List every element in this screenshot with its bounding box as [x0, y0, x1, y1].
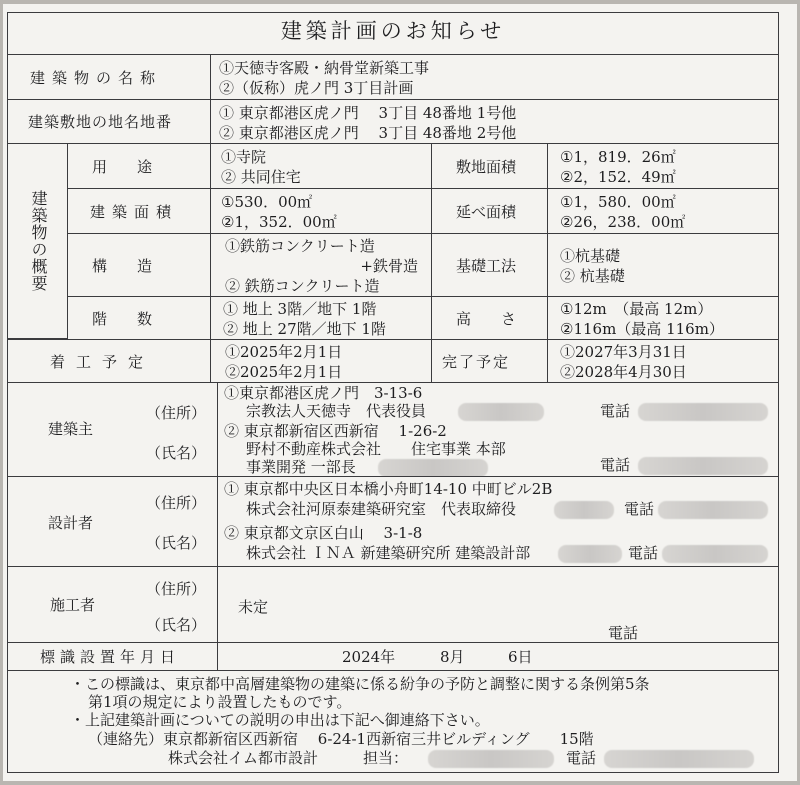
title-row	[7, 12, 779, 56]
building-area-value-2: ②1，352．00㎡	[221, 213, 337, 231]
floors-value-2: ② 地上 27階／地下 1階	[223, 320, 386, 338]
posted-value-cell	[217, 642, 779, 672]
foundation-value-2: ② 杭基礎	[560, 267, 625, 285]
start-label-cell	[7, 339, 212, 384]
redacted-block	[428, 750, 554, 768]
owner-label: 建築主	[48, 420, 94, 438]
structure-value-1: ①鉄筋コンクリート造	[225, 237, 375, 255]
start-value-1: ①2025年2月1日	[225, 343, 343, 361]
contractor-tel: 電話	[608, 624, 639, 642]
use-value-2: ② 共同住宅	[221, 168, 301, 186]
designer-tel-2: 電話	[628, 544, 659, 562]
note-line-2: 第1項の規定により設置したものです。	[88, 693, 352, 711]
owner-value-cell	[217, 382, 779, 478]
note-line-3: ・上記建築計画についての説明の申出は下記へ御連絡下さい。	[70, 711, 490, 729]
posted-month: 8月	[440, 648, 465, 666]
use-value-cell	[210, 143, 433, 190]
floors-value-1: ① 地上 3階／地下 1階	[223, 300, 377, 318]
owner-line-1: ①東京都港区虎ノ門 3-13-6	[224, 384, 423, 402]
owner-tel-1: 電話	[600, 402, 631, 420]
contractor-addr-label: （住所）	[146, 580, 207, 598]
contractor-label-cell	[7, 566, 219, 644]
floors-label-cell	[67, 296, 212, 341]
owner-addr-label: （住所）	[146, 404, 207, 422]
designer-label: 設計者	[48, 514, 94, 532]
contractor-value: 未定	[238, 598, 269, 616]
redacted-block	[554, 501, 614, 519]
notice-board	[3, 4, 797, 781]
designer-addr-label: （住所）	[146, 494, 207, 512]
building-area-label: 建築面積	[90, 203, 179, 221]
overview-label-cell	[7, 143, 69, 339]
name-label-cell	[7, 54, 212, 101]
redacted-block	[604, 750, 754, 768]
foundation-label: 基礎工法	[456, 257, 517, 275]
address-label-cell	[7, 99, 212, 145]
finish-value-2: ②2028年4月30日	[560, 363, 687, 381]
designer-line-3: ② 東京都文京区白山 3-1-8	[224, 524, 423, 542]
address-label: 建築敷地の地名地番	[28, 113, 173, 131]
redacted-block	[638, 457, 768, 475]
floor-area-value-cell	[547, 188, 779, 235]
structure-value-cell	[210, 233, 433, 298]
redacted-block	[458, 403, 544, 421]
name-value-1: ①天徳寺客殿・納骨堂新築工事	[219, 59, 430, 77]
page-title: 建築計画のお知らせ	[280, 19, 506, 43]
note-line-4: （連絡先）東京都新宿区西新宿 6-24-1西新宿三井ビルディング 15階	[88, 730, 594, 748]
foundation-value-1: ①杭基礎	[560, 247, 621, 265]
owner-line-4: 野村不動産株式会社 住宅事業 本部	[246, 440, 506, 458]
structure-value-3: ② 鉄筋コンクリート造	[225, 277, 380, 295]
start-value-2: ②2025年2月1日	[225, 363, 343, 381]
note-tel: 電話	[566, 749, 597, 767]
use-label: 用途	[92, 158, 183, 176]
designer-line-2: 株式会社河原泰建築研究室 代表取締役	[246, 500, 517, 518]
name-value-cell	[210, 54, 779, 101]
building-area-value-cell	[210, 188, 433, 235]
floors-label: 階数	[92, 310, 183, 328]
designer-tel-1: 電話	[624, 500, 655, 518]
finish-value-cell	[547, 339, 779, 384]
owner-tel-2: 電話	[600, 456, 631, 474]
finish-value-1: ①2027年3月31日	[560, 343, 687, 361]
contractor-name-label: （氏名）	[146, 616, 207, 634]
site-area-value-1: ①1，819．26㎡	[560, 148, 676, 166]
site-area-value-cell	[547, 143, 779, 190]
note-line-5: 株式会社イム都市設計 担当：	[168, 749, 409, 767]
owner-label-cell	[7, 382, 219, 478]
notes-cell	[7, 670, 779, 773]
owner-name-label: （氏名）	[146, 444, 207, 462]
designer-value-cell	[217, 476, 779, 568]
height-value-2: ②116m（最高 116m）	[560, 320, 724, 338]
height-value-cell	[547, 296, 779, 341]
posted-label: 標識設置年月日	[40, 648, 181, 666]
owner-line-5: 事業開発 一部長	[246, 458, 356, 476]
designer-label-cell	[7, 476, 219, 568]
redacted-block	[638, 403, 768, 421]
redacted-block	[658, 501, 768, 519]
site-area-label: 敷地面積	[456, 158, 517, 176]
address-value-1: ① 東京都港区虎ノ門 3丁目 48番地 1号他	[219, 104, 517, 122]
floor-area-label: 延べ面積	[456, 203, 517, 221]
note-line-1: ・この標識は、東京都中高層建築物の建築に係る紛争の予防と調整に関する条例第5条	[70, 675, 650, 693]
height-value-1: ①12m （最高 12m）	[560, 300, 713, 318]
designer-line-4: 株式会社 ＩＮＡ 新建築研究所 建築設計部	[246, 544, 531, 562]
floor-area-label-cell	[431, 188, 549, 235]
address-value-2: ② 東京都港区虎ノ門 3丁目 48番地 2号他	[219, 124, 517, 142]
finish-label-cell	[431, 339, 549, 384]
redacted-block	[558, 545, 622, 563]
posted-day: 6日	[508, 648, 533, 666]
contractor-value-cell	[217, 566, 779, 644]
use-value-1: ①寺院	[221, 148, 267, 166]
structure-value-2: +鉄骨造	[360, 257, 418, 275]
floor-area-value-2: ②26，238．00㎡	[560, 213, 686, 231]
overview-label: 建築物の概要	[29, 190, 48, 292]
structure-label-cell	[67, 233, 212, 298]
redacted-block	[378, 459, 488, 477]
start-label: 着工予定	[50, 353, 155, 371]
building-area-label-cell	[67, 188, 212, 235]
foundation-label-cell	[431, 233, 549, 298]
foundation-value-cell	[547, 233, 779, 298]
height-label: 高さ	[456, 310, 547, 328]
floors-value-cell	[210, 296, 433, 341]
start-value-cell	[210, 339, 433, 384]
use-label-cell	[67, 143, 212, 190]
name-value-2: ②（仮称）虎ノ門 3丁目計画	[219, 79, 414, 97]
designer-line-1: ① 東京都中央区日本橋小舟町14-10 中町ビル2B	[224, 480, 553, 498]
height-label-cell	[431, 296, 549, 341]
posted-label-cell	[7, 642, 219, 672]
structure-label: 構造	[92, 257, 183, 275]
finish-label: 完了予定	[442, 353, 511, 371]
address-value-cell	[210, 99, 779, 145]
posted-year: 2024年	[342, 648, 396, 666]
contractor-label: 施工者	[50, 596, 96, 614]
owner-line-3: ② 東京都新宿区西新宿 1-26-2	[224, 422, 447, 440]
name-label: 建築物の名称	[30, 69, 163, 87]
owner-line-2: 宗教法人天徳寺 代表役員	[246, 402, 427, 420]
designer-name-label: （氏名）	[146, 534, 207, 552]
site-area-label-cell	[431, 143, 549, 190]
building-area-value-1: ①530．00㎡	[221, 193, 313, 211]
site-area-value-2: ②2，152．49㎡	[560, 168, 676, 186]
floor-area-value-1: ①1，580．00㎡	[560, 193, 676, 211]
redacted-block	[662, 545, 768, 563]
